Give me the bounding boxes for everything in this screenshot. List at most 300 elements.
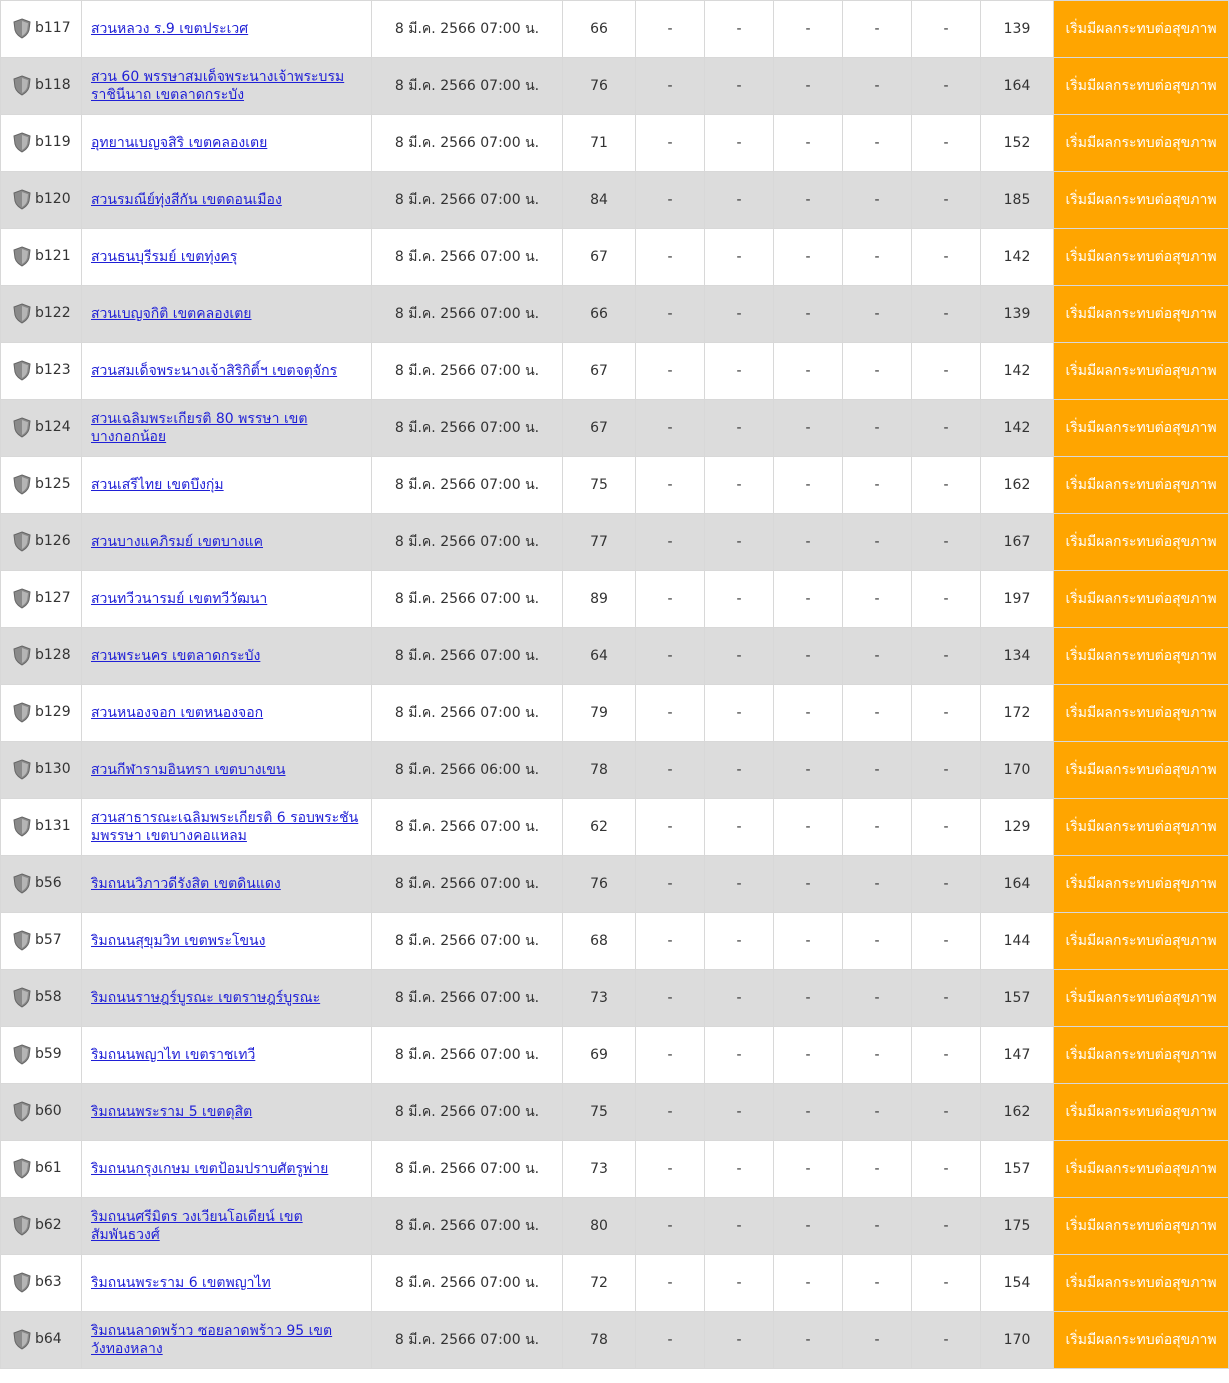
value-col-3: - — [774, 58, 843, 115]
value-col-3: - — [774, 571, 843, 628]
station-id-cell — [1, 799, 82, 856]
value-col-2: - — [705, 970, 774, 1027]
station-id: b118 — [35, 77, 71, 93]
aqi-value: 139 — [981, 286, 1054, 343]
value-col-1: - — [636, 58, 705, 115]
station-id: b127 — [35, 590, 71, 606]
measure-time: 8 มี.ค. 2566 07:00 น. — [372, 115, 563, 172]
value-col-2: - — [705, 742, 774, 799]
value-col-2: - — [705, 400, 774, 457]
aqi-value: 147 — [981, 1027, 1054, 1084]
station-id-cell — [1, 343, 82, 400]
value-col-1: - — [636, 286, 705, 343]
station-name-cell — [82, 913, 372, 970]
pm25-value: 75 — [563, 457, 636, 514]
status-badge: เริ่มมีผลกระทบต่อสุขภาพ — [1054, 628, 1229, 685]
station-name-cell — [82, 742, 372, 799]
value-col-1: - — [636, 115, 705, 172]
value-col-2: - — [705, 685, 774, 742]
value-col-5: - — [912, 1027, 981, 1084]
value-col-2: - — [705, 856, 774, 913]
station-row — [1, 58, 1229, 115]
station-name-cell — [82, 1141, 372, 1198]
status-badge: เริ่มมีผลกระทบต่อสุขภาพ — [1054, 400, 1229, 457]
value-col-4: - — [843, 58, 912, 115]
status-badge: เริ่มมีผลกระทบต่อสุขภาพ — [1054, 514, 1229, 571]
value-col-4: - — [843, 1312, 912, 1369]
station-name-cell — [82, 970, 372, 1027]
station-id: b56 — [35, 875, 62, 891]
station-id: b124 — [35, 419, 71, 435]
value-col-1: - — [636, 1084, 705, 1141]
value-col-5: - — [912, 1255, 981, 1312]
status-badge: เริ่มมีผลกระทบต่อสุขภาพ — [1054, 742, 1229, 799]
measure-time: 8 มี.ค. 2566 07:00 น. — [372, 229, 563, 286]
station-name-link[interactable]: สวน 60 พรรษาสมเด็จพระนางเจ้าพระบรมราชินีนาถ เขตลาดกระบัง — [91, 69, 345, 103]
station-name-link[interactable]: ริมถนนกรุงเกษม เขตป้อมปราบศัตรูพ่าย — [91, 1161, 329, 1177]
pm25-value: 72 — [563, 1255, 636, 1312]
shield-icon — [11, 302, 33, 324]
station-id: b117 — [35, 20, 71, 36]
station-name-link[interactable]: สวนหลวง ร.9 เขตประเวศ — [91, 21, 249, 37]
station-name-link[interactable]: สวนกีฬารามอินทรา เขตบางเขน — [91, 762, 286, 778]
station-name-link[interactable]: สวนบางแคภิรมย์ เขตบางแค — [91, 534, 263, 550]
aqi-value: 170 — [981, 742, 1054, 799]
station-id-cell — [1, 229, 82, 286]
pm25-value: 71 — [563, 115, 636, 172]
pm25-value: 62 — [563, 799, 636, 856]
value-col-3: - — [774, 685, 843, 742]
shield-icon — [11, 188, 33, 210]
status-badge: เริ่มมีผลกระทบต่อสุขภาพ — [1054, 1084, 1229, 1141]
measure-time: 8 มี.ค. 2566 07:00 น. — [372, 856, 563, 913]
measure-time: 8 มี.ค. 2566 07:00 น. — [372, 457, 563, 514]
station-id: b122 — [35, 305, 71, 321]
station-name-cell — [82, 229, 372, 286]
station-name-cell — [82, 1198, 372, 1255]
station-id-cell — [1, 1198, 82, 1255]
station-row — [1, 229, 1229, 286]
station-id: b61 — [35, 1160, 62, 1176]
shield-icon — [11, 1214, 33, 1236]
aqi-value: 185 — [981, 172, 1054, 229]
value-col-2: - — [705, 1, 774, 58]
value-col-3: - — [774, 1255, 843, 1312]
station-row — [1, 628, 1229, 685]
measure-time: 8 มี.ค. 2566 06:00 น. — [372, 742, 563, 799]
pm25-value: 73 — [563, 1141, 636, 1198]
station-row — [1, 856, 1229, 913]
station-id: b123 — [35, 362, 71, 378]
station-name-link[interactable]: ริมถนนพญาไท เขตราชเทวี — [91, 1047, 256, 1063]
station-name-link[interactable]: ริมถนนลาดพร้าว ซอยลาดพร้าว 95 เขตวังทองหลาง — [91, 1323, 333, 1357]
station-id: b120 — [35, 191, 71, 207]
station-name-link[interactable]: สวนสาธารณะเฉลิมพระเกียรติ 6 รอบพระชันมพรรษา เขตบางคอแหลม — [91, 810, 359, 844]
station-name-link[interactable]: สวนธนบุรีรมย์ เขตทุ่งครุ — [91, 249, 238, 265]
value-col-2: - — [705, 172, 774, 229]
station-row — [1, 457, 1229, 514]
status-badge: เริ่มมีผลกระทบต่อสุขภาพ — [1054, 343, 1229, 400]
value-col-2: - — [705, 514, 774, 571]
shield-icon — [11, 872, 33, 894]
station-id-cell — [1, 514, 82, 571]
station-row — [1, 571, 1229, 628]
value-col-3: - — [774, 1141, 843, 1198]
status-badge: เริ่มมีผลกระทบต่อสุขภาพ — [1054, 172, 1229, 229]
station-name-cell — [82, 457, 372, 514]
measure-time: 8 มี.ค. 2566 07:00 น. — [372, 1198, 563, 1255]
pm25-value: 67 — [563, 229, 636, 286]
measure-time: 8 มี.ค. 2566 07:00 น. — [372, 58, 563, 115]
aqi-value: 139 — [981, 1, 1054, 58]
measure-time: 8 มี.ค. 2566 07:00 น. — [372, 343, 563, 400]
station-id-cell — [1, 400, 82, 457]
station-id: b131 — [35, 818, 71, 834]
status-badge: เริ่มมีผลกระทบต่อสุขภาพ — [1054, 1255, 1229, 1312]
station-row — [1, 1027, 1229, 1084]
value-col-4: - — [843, 628, 912, 685]
status-badge: เริ่มมีผลกระทบต่อสุขภาพ — [1054, 115, 1229, 172]
station-id-cell — [1, 58, 82, 115]
value-col-5: - — [912, 799, 981, 856]
shield-icon — [11, 17, 33, 39]
station-name-link[interactable]: ริมถนนสุขุมวิท เขตพระโขนง — [91, 933, 266, 949]
value-col-2: - — [705, 58, 774, 115]
aqi-value: 154 — [981, 1255, 1054, 1312]
measure-time: 8 มี.ค. 2566 07:00 น. — [372, 514, 563, 571]
aqi-value: 142 — [981, 343, 1054, 400]
value-col-1: - — [636, 1312, 705, 1369]
station-id: b60 — [35, 1103, 62, 1119]
shield-icon — [11, 587, 33, 609]
value-col-4: - — [843, 1027, 912, 1084]
station-row — [1, 742, 1229, 799]
status-badge: เริ่มมีผลกระทบต่อสุขภาพ — [1054, 1, 1229, 58]
measure-time: 8 มี.ค. 2566 07:00 น. — [372, 685, 563, 742]
value-col-2: - — [705, 1141, 774, 1198]
aqi-value: 157 — [981, 1141, 1054, 1198]
value-col-4: - — [843, 685, 912, 742]
shield-icon — [11, 359, 33, 381]
station-row — [1, 400, 1229, 457]
aqi-value: 152 — [981, 115, 1054, 172]
measure-time: 8 มี.ค. 2566 07:00 น. — [372, 172, 563, 229]
station-row — [1, 913, 1229, 970]
station-name-link[interactable]: สวนเบญจกิติ เขตคลองเตย — [91, 306, 252, 322]
shield-icon — [11, 74, 33, 96]
pm25-value: 89 — [563, 571, 636, 628]
station-name-cell — [82, 1312, 372, 1369]
value-col-5: - — [912, 514, 981, 571]
pm25-value: 64 — [563, 628, 636, 685]
station-id-cell — [1, 286, 82, 343]
status-badge: เริ่มมีผลกระทบต่อสุขภาพ — [1054, 1312, 1229, 1369]
value-col-3: - — [774, 1027, 843, 1084]
station-id: b130 — [35, 761, 71, 777]
value-col-4: - — [843, 286, 912, 343]
value-col-4: - — [843, 457, 912, 514]
value-col-2: - — [705, 1198, 774, 1255]
station-id-cell — [1, 1312, 82, 1369]
status-badge: เริ่มมีผลกระทบต่อสุขภาพ — [1054, 1141, 1229, 1198]
status-badge: เริ่มมีผลกระทบต่อสุขภาพ — [1054, 970, 1229, 1027]
station-name-link[interactable]: สวนเสรีไทย เขตบึงกุ่ม — [91, 477, 224, 493]
value-col-4: - — [843, 172, 912, 229]
station-row — [1, 1084, 1229, 1141]
value-col-1: - — [636, 1027, 705, 1084]
station-id: b64 — [35, 1331, 62, 1347]
value-col-5: - — [912, 457, 981, 514]
value-col-2: - — [705, 1255, 774, 1312]
value-col-2: - — [705, 1312, 774, 1369]
value-col-3: - — [774, 343, 843, 400]
value-col-5: - — [912, 229, 981, 286]
measure-time: 8 มี.ค. 2566 07:00 น. — [372, 571, 563, 628]
shield-icon — [11, 416, 33, 438]
value-col-1: - — [636, 400, 705, 457]
value-col-3: - — [774, 1198, 843, 1255]
value-col-1: - — [636, 172, 705, 229]
shield-icon — [11, 473, 33, 495]
station-name-link[interactable]: สวนสมเด็จพระนางเจ้าสิริกิติ์ฯ เขตจตุจักร — [91, 363, 338, 379]
aqi-value: 175 — [981, 1198, 1054, 1255]
pm25-value: 66 — [563, 1, 636, 58]
value-col-3: - — [774, 970, 843, 1027]
station-name-link[interactable]: ริมถนนศรีมิตร วงเวียนโอเดียน์ เขตสัมพันธวงศ์ — [91, 1209, 303, 1243]
station-id-cell — [1, 685, 82, 742]
pm25-value: 77 — [563, 514, 636, 571]
value-col-3: - — [774, 1084, 843, 1141]
station-name-cell — [82, 343, 372, 400]
value-col-3: - — [774, 799, 843, 856]
pm25-value: 67 — [563, 400, 636, 457]
shield-icon — [11, 1100, 33, 1122]
station-id: b126 — [35, 533, 71, 549]
station-name-link[interactable]: ริมถนนพระราม 5 เขตดุสิต — [91, 1104, 253, 1120]
value-col-4: - — [843, 856, 912, 913]
station-name-cell — [82, 628, 372, 685]
shield-icon — [11, 530, 33, 552]
station-name-cell — [82, 286, 372, 343]
measure-time: 8 มี.ค. 2566 07:00 น. — [372, 1, 563, 58]
station-name-link[interactable]: สวนหนองจอก เขตหนองจอก — [91, 705, 264, 721]
station-id: b129 — [35, 704, 71, 720]
station-name-cell — [82, 400, 372, 457]
value-col-5: - — [912, 1198, 981, 1255]
station-name-cell — [82, 58, 372, 115]
station-id-cell — [1, 172, 82, 229]
measure-time: 8 มี.ค. 2566 07:00 น. — [372, 1027, 563, 1084]
value-col-4: - — [843, 115, 912, 172]
station-name-link[interactable]: สวนทวีวนารมย์ เขตทวีวัฒนา — [91, 591, 268, 607]
value-col-3: - — [774, 856, 843, 913]
value-col-1: - — [636, 343, 705, 400]
station-id: b62 — [35, 1217, 62, 1233]
station-id: b57 — [35, 932, 62, 948]
value-col-2: - — [705, 1084, 774, 1141]
measure-time: 8 มี.ค. 2566 07:00 น. — [372, 628, 563, 685]
aqi-value: 167 — [981, 514, 1054, 571]
value-col-3: - — [774, 514, 843, 571]
measure-time: 8 มี.ค. 2566 07:00 น. — [372, 799, 563, 856]
value-col-4: - — [843, 913, 912, 970]
shield-icon — [11, 131, 33, 153]
status-badge: เริ่มมีผลกระทบต่อสุขภาพ — [1054, 1027, 1229, 1084]
value-col-3: - — [774, 913, 843, 970]
station-id-cell — [1, 856, 82, 913]
station-name-link[interactable]: สวนรมณีย์ทุ่งสีกัน เขตดอนเมือง — [91, 192, 282, 208]
aqi-value: 129 — [981, 799, 1054, 856]
value-col-3: - — [774, 286, 843, 343]
station-id-cell — [1, 970, 82, 1027]
station-id: b59 — [35, 1046, 62, 1062]
value-col-1: - — [636, 457, 705, 514]
status-badge: เริ่มมีผลกระทบต่อสุขภาพ — [1054, 229, 1229, 286]
shield-icon — [11, 1157, 33, 1179]
value-col-4: - — [843, 571, 912, 628]
shield-icon — [11, 1328, 33, 1350]
measure-time: 8 มี.ค. 2566 07:00 น. — [372, 1141, 563, 1198]
station-name-link[interactable]: สวนเฉลิมพระเกียรติ 80 พรรษา เขตบางกอกน้อย — [91, 411, 308, 445]
value-col-3: - — [774, 400, 843, 457]
aqi-value: 144 — [981, 913, 1054, 970]
value-col-3: - — [774, 628, 843, 685]
aqi-value: 134 — [981, 628, 1054, 685]
value-col-1: - — [636, 856, 705, 913]
value-col-1: - — [636, 970, 705, 1027]
station-name-cell — [82, 799, 372, 856]
station-id-cell — [1, 115, 82, 172]
value-col-3: - — [774, 742, 843, 799]
station-row — [1, 799, 1229, 856]
pm25-value: 78 — [563, 1312, 636, 1369]
pm25-value: 79 — [563, 685, 636, 742]
aqi-value: 162 — [981, 457, 1054, 514]
aqi-value: 170 — [981, 1312, 1054, 1369]
station-id-cell — [1, 628, 82, 685]
value-col-5: - — [912, 343, 981, 400]
station-id: b58 — [35, 989, 62, 1005]
shield-icon — [11, 1271, 33, 1293]
measure-time: 8 มี.ค. 2566 07:00 น. — [372, 1312, 563, 1369]
aqi-value: 164 — [981, 58, 1054, 115]
measure-time: 8 มี.ค. 2566 07:00 น. — [372, 913, 563, 970]
value-col-1: - — [636, 1198, 705, 1255]
station-id-cell — [1, 571, 82, 628]
status-badge: เริ่มมีผลกระทบต่อสุขภาพ — [1054, 457, 1229, 514]
station-id-cell — [1, 1084, 82, 1141]
station-id-cell — [1, 1, 82, 58]
station-name-link[interactable]: ริมถนนราษฎร์บูรณะ เขตราษฎร์บูรณะ — [91, 990, 321, 1006]
pm25-value: 80 — [563, 1198, 636, 1255]
station-name-cell — [82, 115, 372, 172]
station-row — [1, 1198, 1229, 1255]
value-col-5: - — [912, 115, 981, 172]
status-badge: เริ่มมีผลกระทบต่อสุขภาพ — [1054, 58, 1229, 115]
station-id: b119 — [35, 134, 71, 150]
pm25-value: 67 — [563, 343, 636, 400]
pm25-value: 84 — [563, 172, 636, 229]
station-id-cell — [1, 1255, 82, 1312]
value-col-1: - — [636, 628, 705, 685]
value-col-4: - — [843, 229, 912, 286]
value-col-4: - — [843, 400, 912, 457]
value-col-2: - — [705, 628, 774, 685]
shield-icon — [11, 644, 33, 666]
value-col-5: - — [912, 1141, 981, 1198]
value-col-4: - — [843, 799, 912, 856]
value-col-3: - — [774, 457, 843, 514]
value-col-5: - — [912, 571, 981, 628]
station-row — [1, 514, 1229, 571]
value-col-4: - — [843, 742, 912, 799]
station-name-link[interactable]: ริมถนนวิภาวดีรังสิต เขตดินแดง — [91, 876, 281, 892]
value-col-1: - — [636, 514, 705, 571]
aqi-value: 162 — [981, 1084, 1054, 1141]
measure-time: 8 มี.ค. 2566 07:00 น. — [372, 286, 563, 343]
value-col-1: - — [636, 742, 705, 799]
value-col-1: - — [636, 1141, 705, 1198]
value-col-4: - — [843, 1198, 912, 1255]
shield-icon — [11, 245, 33, 267]
station-id-cell — [1, 742, 82, 799]
station-name-link[interactable]: อุทยานเบญจสิริ เขตคลองเตย — [91, 135, 268, 151]
value-col-5: - — [912, 58, 981, 115]
air-quality-table-body — [1, 1, 1229, 1369]
status-badge: เริ่มมีผลกระทบต่อสุขภาพ — [1054, 286, 1229, 343]
status-badge: เริ่มมีผลกระทบต่อสุขภาพ — [1054, 571, 1229, 628]
value-col-4: - — [843, 1084, 912, 1141]
value-col-5: - — [912, 856, 981, 913]
value-col-3: - — [774, 115, 843, 172]
station-name-link[interactable]: สวนพระนคร เขตลาดกระบัง — [91, 648, 261, 664]
station-row — [1, 685, 1229, 742]
pm25-value: 73 — [563, 970, 636, 1027]
value-col-2: - — [705, 229, 774, 286]
station-name-cell — [82, 514, 372, 571]
station-id: b63 — [35, 1274, 62, 1290]
value-col-5: - — [912, 172, 981, 229]
aqi-value: 172 — [981, 685, 1054, 742]
value-col-5: - — [912, 286, 981, 343]
pm25-value: 75 — [563, 1084, 636, 1141]
shield-icon — [11, 929, 33, 951]
pm25-value: 69 — [563, 1027, 636, 1084]
pm25-value: 76 — [563, 58, 636, 115]
station-row — [1, 1312, 1229, 1369]
shield-icon — [11, 1043, 33, 1065]
station-row — [1, 970, 1229, 1027]
station-id: b125 — [35, 476, 71, 492]
measure-time: 8 มี.ค. 2566 07:00 น. — [372, 400, 563, 457]
value-col-3: - — [774, 172, 843, 229]
station-row — [1, 172, 1229, 229]
value-col-1: - — [636, 571, 705, 628]
value-col-4: - — [843, 343, 912, 400]
station-name-link[interactable]: ริมถนนพระราม 6 เขตพญาไท — [91, 1275, 271, 1291]
station-id: b128 — [35, 647, 71, 663]
station-row — [1, 343, 1229, 400]
station-id-cell — [1, 1027, 82, 1084]
value-col-2: - — [705, 571, 774, 628]
station-id-cell — [1, 1141, 82, 1198]
value-col-2: - — [705, 457, 774, 514]
value-col-1: - — [636, 685, 705, 742]
station-id-cell — [1, 457, 82, 514]
shield-icon — [11, 986, 33, 1008]
value-col-2: - — [705, 799, 774, 856]
station-name-cell — [82, 1, 372, 58]
